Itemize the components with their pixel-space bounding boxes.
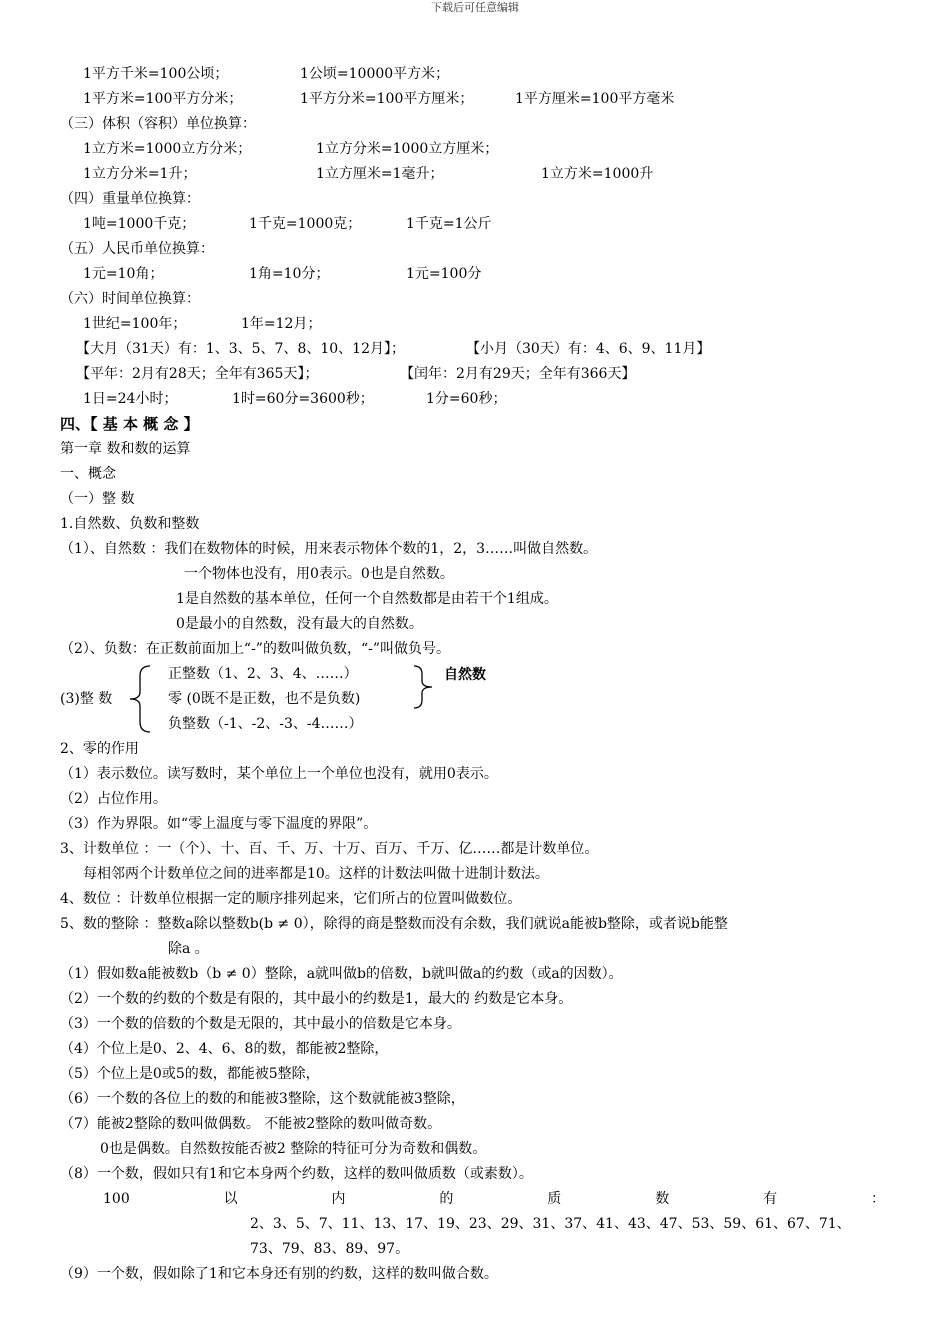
primes-list-2: 73、79、83、89、97。: [250, 1241, 410, 1257]
natural-title: 1.自然数、负数和整数: [60, 516, 200, 532]
weight-unit-2: 1千克=1000克；: [249, 216, 362, 232]
zero-item-1: （1）表示数位。读写数时，某个单位上一个单位也没有，就用0表示。: [60, 766, 498, 782]
primes-word: 质: [547, 1191, 562, 1207]
natural-numbers-label: 自然数: [444, 667, 486, 683]
small-month: 【小月（30天）有：4、6、9、11月】: [466, 341, 711, 357]
primes-word: ：: [870, 1191, 885, 1207]
right-brace: [412, 664, 434, 710]
volume-title: （三）体积（容积）单位换算：: [60, 116, 256, 132]
volume-unit-2: 1立方分米=1000立方厘米；: [316, 141, 499, 157]
primes-word: 内: [331, 1191, 346, 1207]
counting-unit-2: 每相邻两个计数单位之间的进率都是10。这样的计数法叫做十进制计数法。: [83, 866, 549, 882]
divisible-def-2: 除a 。: [168, 941, 209, 957]
zero-title: 2、零的作用: [60, 741, 139, 757]
negative-def: （2）、负数：在正数前面加上“-”的数叫做负数，“-”叫做负号。: [60, 641, 450, 657]
divisible-item-1: （1）假如数a能被数b（b ≠ 0）整除，a就叫做b的倍数，b就叫做a的约数（或a的因数）。: [60, 966, 623, 982]
common-year: 【平年：2月有28天；全年有365天】；: [76, 366, 319, 382]
time-unit-5: 1分=60秒；: [426, 391, 507, 407]
zero-item-2: （2）占位作用。: [60, 791, 167, 807]
primes-list-1: 2、3、5、7、11、13、17、19、23、29、31、37、41、43、47、53、59、61、67、71、: [250, 1216, 851, 1232]
time-unit-2: 1年=12月；: [241, 316, 322, 332]
area-unit-5: 1平方厘米=100平方毫米: [515, 91, 675, 107]
weight-unit-3: 1千克=1公斤: [406, 216, 492, 232]
area-unit-4: 1平方分米=100平方厘米；: [300, 91, 474, 107]
area-unit-1: 1平方千米=100公顷；: [83, 66, 229, 82]
digit-place: 4、数位 ：计数单位根据一定的顺序排列起来，它们所占的位置叫做数位。: [60, 891, 522, 907]
divisible-item-4: （4）个位上是0、2、4、6、8的数，都能被2整除，: [60, 1041, 389, 1057]
even-odd-note: 0也是偶数。自然数按能否被2 整除的特征可分为奇数和偶数。: [100, 1141, 487, 1157]
concept-heading: 一、概念: [60, 466, 116, 482]
left-brace: [128, 664, 154, 734]
composite-def: （9）一个数，假如除了1和它本身还有别的约数，这样的数叫做合数。: [60, 1266, 498, 1282]
divisible-item-5: （5）个位上是0或5的数，都能被5整除，: [60, 1066, 320, 1082]
natural-unit: 1是自然数的基本单位，任何一个自然数都是由若干个1组成。: [176, 591, 558, 607]
area-unit-2: 1公顷=10000平方米；: [300, 66, 450, 82]
area-unit-3: 1平方米=100平方分米；: [83, 91, 243, 107]
divisible-item-7: （7）能被2整除的数叫做偶数。 不能被2整除的数叫做奇数。: [60, 1116, 442, 1132]
primes-word: 的: [439, 1191, 454, 1207]
weight-unit-1: 1吨=1000千克；: [83, 216, 196, 232]
zero-item-3: （3）作为界限。如“零上温度与零下温度的界限”。: [60, 816, 378, 832]
primes-word: 有: [763, 1191, 778, 1207]
counting-unit: 3、计数单位 ：一（个）、十、百、千、万、十万、百万、千万、亿……都是计数单位。: [60, 841, 599, 857]
page-header: 下载后可任意编辑: [431, 1, 519, 14]
primes-word: 数: [655, 1191, 670, 1207]
divisible-item-6: （6）一个数的各位上的数的和能被3整除，这个数就能被3整除，: [60, 1091, 465, 1107]
negative-integers: 负整数（-1、-2、-3、-4……）: [168, 716, 363, 732]
primes-word: 100: [103, 1191, 130, 1207]
divisible-item-3: （3）一个数的倍数的个数是无限的，其中最小的倍数是它本身。: [60, 1016, 461, 1032]
natural-min: 0是最小的自然数，没有最大的自然数。: [176, 616, 423, 632]
prime-def: （8）一个数，假如只有1和它本身两个约数，这样的数叫做质数（或素数）。: [60, 1166, 533, 1182]
money-unit-3: 1元=100分: [406, 266, 482, 282]
positive-integers: 正整数（1、2、3、4、……）: [168, 666, 358, 682]
time-unit-3: 1日=24小时；: [83, 391, 178, 407]
volume-unit-4: 1立方厘米=1毫升；: [316, 166, 444, 182]
chapter-title: 第一章 数和数的运算: [60, 441, 191, 457]
money-title: （五）人民币单位换算：: [60, 241, 214, 257]
volume-unit-5: 1立方米=1000升: [541, 166, 654, 182]
weight-title: （四）重量单位换算：: [60, 191, 200, 207]
natural-zero: 一个物体也没有，用0表示。0也是自然数。: [184, 566, 454, 582]
leap-year: 【闰年：2月有29天；全年有366天】: [400, 366, 636, 382]
section-title: 四、【 基 本 概 念 】: [60, 415, 199, 433]
money-unit-2: 1角=10分；: [249, 266, 330, 282]
volume-unit-3: 1立方分米=1升；: [83, 166, 197, 182]
integers-heading: （一）整 数: [60, 491, 135, 507]
time-title: （六）时间单位换算：: [60, 291, 200, 307]
time-unit-4: 1时=60分=3600秒；: [232, 391, 374, 407]
divisible-def: 5、数的整除 ：整数a除以整数b(b ≠ 0），除得的商是整数而没有余数，我们就说a能被b整除，或者说b能整: [60, 916, 728, 932]
volume-unit-1: 1立方米=1000立方分米；: [83, 141, 252, 157]
divisible-item-2: （2）一个数的约数的个数是有限的，其中最小的约数是1，最大的 约数是它本身。: [60, 991, 573, 1007]
big-month: 【大月（31天）有：1、3、5、7、8、10、12月】；: [76, 341, 405, 357]
primes-intro: [103, 1189, 885, 1209]
zero-integer: 零 (0既不是正数，也不是负数): [168, 691, 361, 707]
integer-label: (3)整 数: [60, 691, 113, 707]
primes-word: 以: [223, 1191, 238, 1207]
natural-def: （1）、自然数 ：我们在数物体的时候，用来表示物体个数的1，2，3……叫做自然数。: [60, 541, 598, 557]
money-unit-1: 1元=10角；: [83, 266, 164, 282]
time-unit-1: 1世纪=100年；: [83, 316, 187, 332]
